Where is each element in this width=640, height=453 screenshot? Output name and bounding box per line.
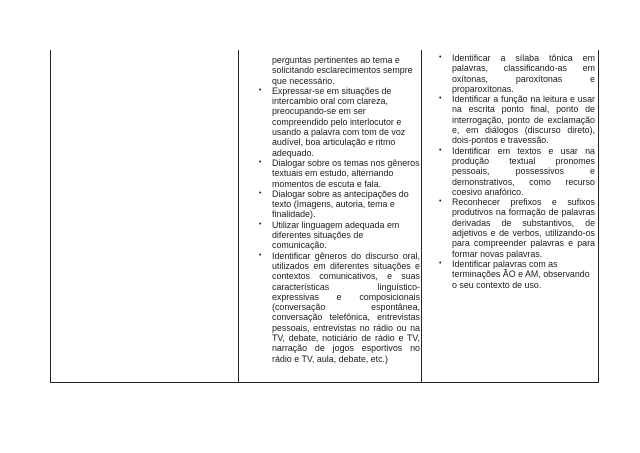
list-item: • Identificar a sílaba tônica em palavras, classificando-as em oxítonas, paroxítonas e proparoxítonas. [439,53,595,94]
bullet-icon: • [259,220,262,228]
bullet-icon: • [439,95,442,103]
bullet-icon: • [259,158,262,166]
list-item: • Expressar-se em situações de intercambio oral com clareza, preocupando-se em ser compreendido pelo interlocutor e usando a palavra com tom de voz audível, boa articulação e ritmo adequado. [259,85,406,158]
table-cell-middle [255,55,420,364]
list-item: • Dialogar sobre as antecipações do texto (Imagens, autoria, tema e finalidade). [259,188,409,220]
bullet-icon: • [439,198,442,206]
list-item: • Identificar a função na leitura e usar na escrita ponto final, ponto de interrogação, ponto de exclamação e, em diálogos (discurso direto), dois-pontos e travessão. [439,94,595,146]
bullet-icon: • [259,251,262,259]
bullet-icon: • [439,259,442,267]
list-item: • Reconhecer prefixos e sufixos produtivos na formação de palavras derivadas de substantivos, de adjetivos e de verbos, utilizando-os para compreender palavras e para formar novas palavras. [439,197,595,259]
bullet-icon: • [259,189,262,197]
table-column-divider-1 [238,50,239,383]
table-cell-left-empty [51,50,237,382]
table-cell-right [435,53,595,290]
table-right-border [598,50,599,383]
bullet-icon: • [439,54,442,61]
list-item: • Utilizar linguagem adequada em diferentes situações de comunicação. [259,219,400,251]
list-item: • Dialogar sobre os temas nos gêneros textuais em estudo, alternando momentos de escuta e fala. [259,157,420,189]
bullet-icon: • [259,86,262,94]
list-item: • Identificar em textos e usar na produção textual pronomes pessoais, possessivos e demonstrativos, como recurso coesivo anafórico. [439,145,595,197]
right-objectives-list [435,53,595,290]
middle-objectives-list [255,86,420,364]
bullet-icon: • [439,146,442,154]
list-item: • Identificar gêneros do discurso oral, utilizados em diferentes situações e contextos comunicativos, e suas características linguístico-expressivas e composicionais (conversação espontânea, conversação telefônica, entrevistas pessoais, entrevistas no rádio ou na TV, debate, noticiário de rádio e TV, narração de jogos esportivos no rádio e TV, aula, debate, etc.) [259,250,420,364]
table-column-divider-2 [421,50,422,383]
middle-continued-text: perguntas pertinentes ao tema e solicitando esclarecimentos sempre que necessário. [272,55,413,86]
list-item: • Identificar palavras com as terminações ÃO e AM, observando o seu contexto de uso. [439,258,590,290]
table-bottom-border [50,382,598,383]
